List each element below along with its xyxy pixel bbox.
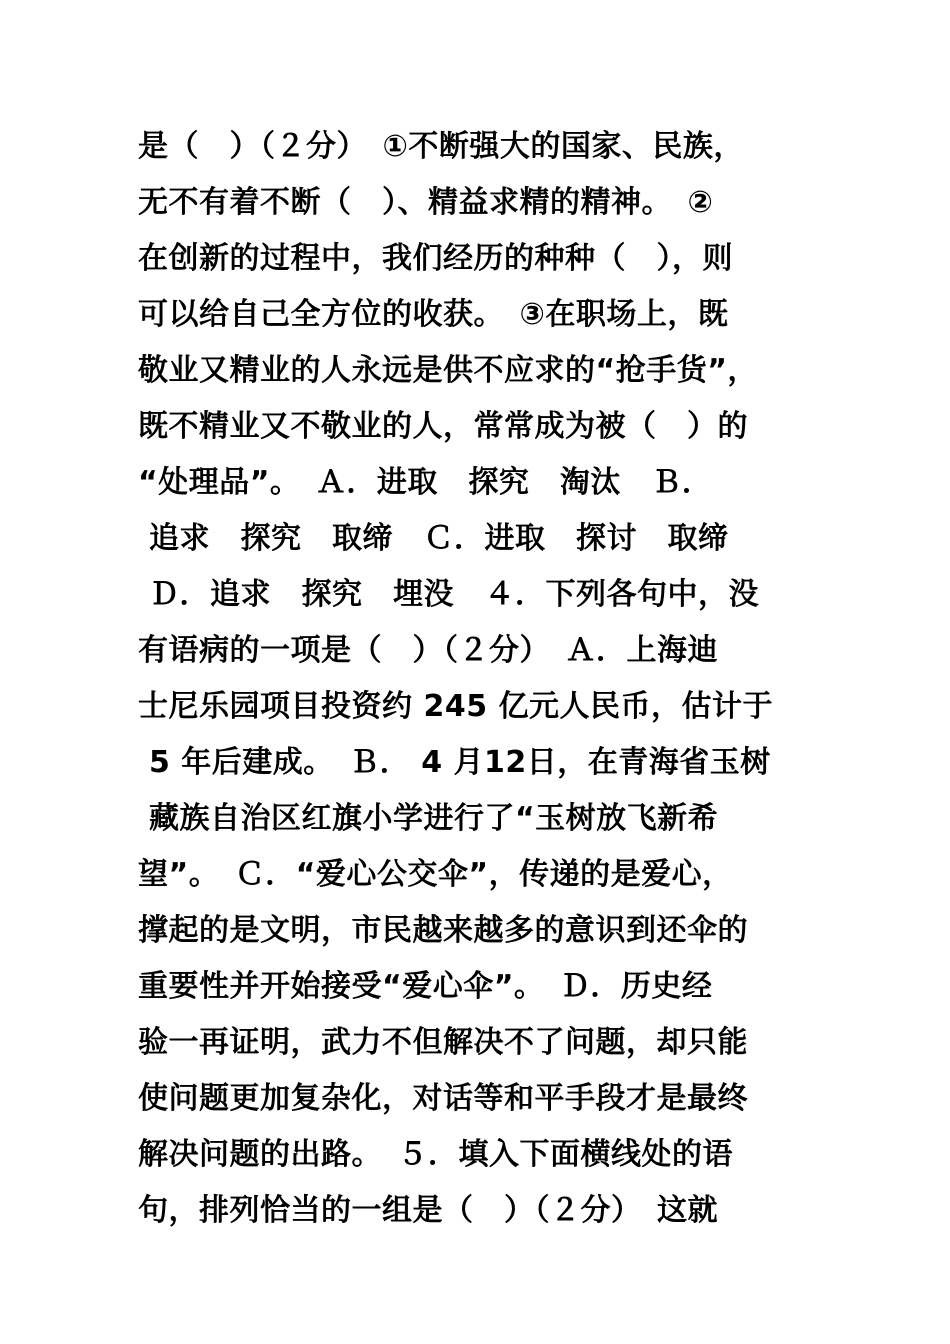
text-line: 有语病的一项是（ ）（２分） Ａ．上海迪 (138, 633, 718, 668)
text-line: 藏族自治区红旗小学进行了“玉树放飞新希 (138, 801, 719, 836)
text-line: 士尼乐园项目投资约 245 亿元人民币，估计于 (138, 689, 774, 724)
text-line: “处理品”。 Ａ．进取 探究 淘汰 Ｂ． (138, 465, 713, 500)
text-line: 望”。 Ｃ．“爱心公交伞”，传递的是爱心， (138, 857, 733, 892)
text-line: 无不有着不断（ ）、精益求精的精神。 ② (138, 185, 714, 220)
text-line: 重要性并开始接受“爱心伞”。 Ｄ．历史经 (138, 969, 713, 1004)
text-line: 既不精业又不敬业的人，常常成为被（ ）的 (138, 409, 748, 444)
text-line: 在创新的过程中，我们经历的种种（ ），则 (138, 241, 733, 276)
text-line: 可以给自己全方位的收获。 ③在职场上，既 (138, 297, 729, 332)
text-line: 是（ ）（２分） ①不断强大的国家、民族， (138, 129, 744, 164)
text-line: 验一再证明，武力不但解决不了问题，却只能 (138, 1025, 748, 1060)
text-line: Ｄ．追求 探究 埋没 ４．下列各句中，没 (138, 577, 759, 612)
text-line: 解决问题的出路。 ５．填入下面横线处的语 (138, 1137, 733, 1172)
body-text (138, 119, 838, 1239)
text-line: 5 年后建成。 Ｂ． 4 月12日，在青海省玉树 (138, 745, 771, 780)
text-line: 敬业又精业的人永远是供不应求的“抢手货”， (138, 353, 758, 388)
text-line: 使问题更加复杂化，对话等和平手段才是最终 (138, 1081, 748, 1116)
text-line: 追求 探究 取缔 Ｃ．进取 探讨 取缔 (138, 521, 729, 556)
text-line: 撑起的是文明，市民越来越多的意识到还伞的 (138, 913, 748, 948)
text-line: 句，排列恰当的一组是（ ）（２分） 这就 (138, 1193, 718, 1228)
